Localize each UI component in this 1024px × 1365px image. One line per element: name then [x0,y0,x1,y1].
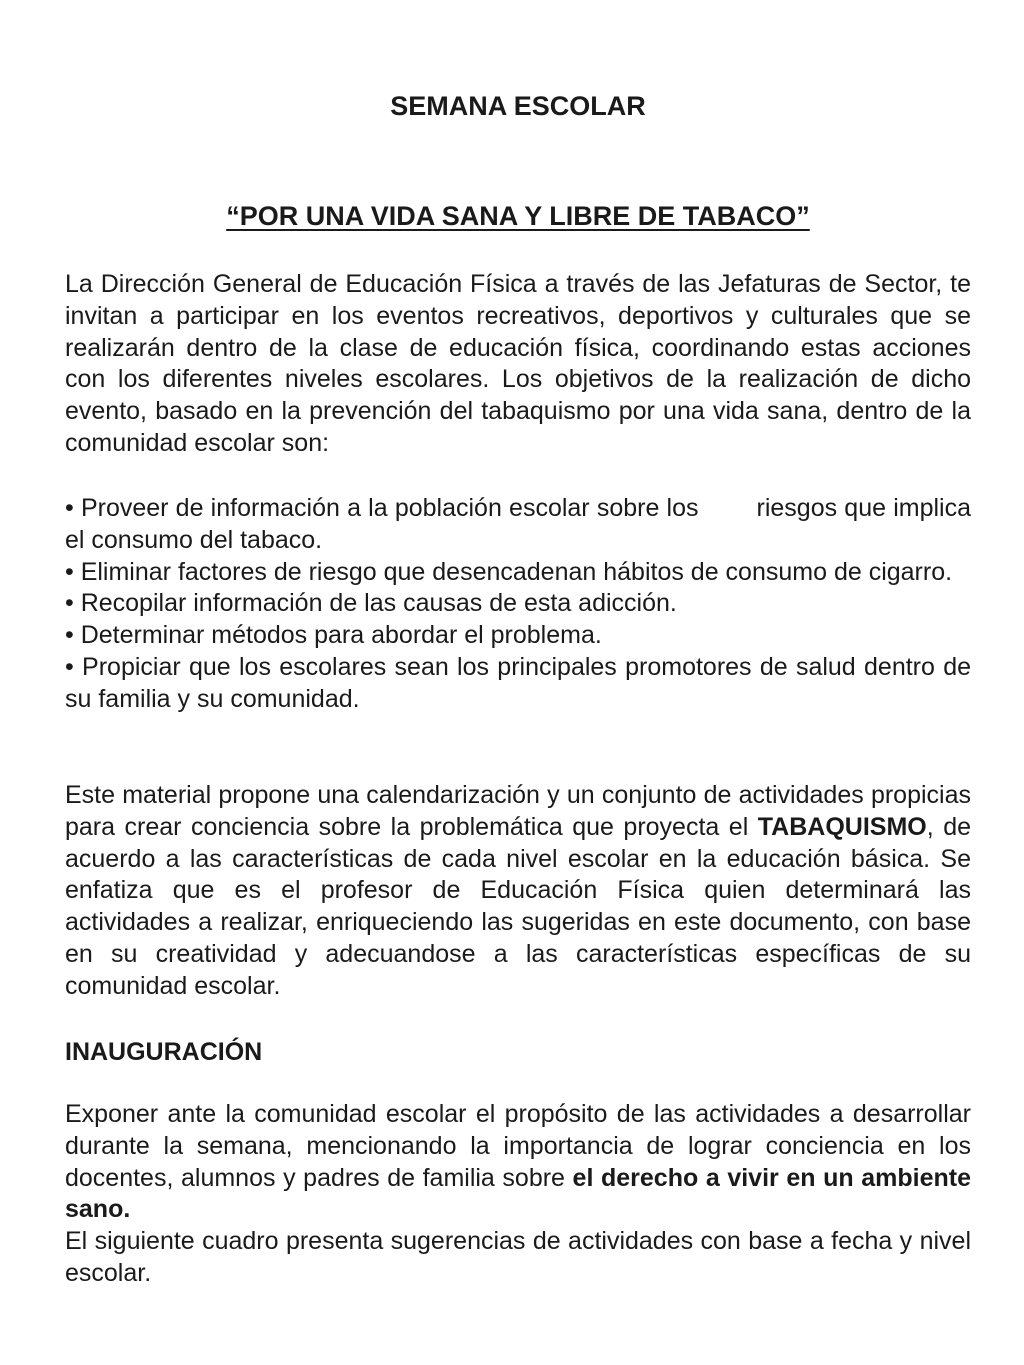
objective-item-5: • Propiciar que los escolares sean los principales promotores de salud dentro de su familia y su comunidad. [65,652,971,713]
material-emphasis: TABAQUISMO [757,812,927,841]
objective-item-4: • Determinar métodos para abordar el problema. [65,621,602,650]
subtitle-text: “POR UNA VIDA SANA Y LIBRE DE TABACO” [226,201,810,231]
inauguration-heading: INAUGURACIÓN [65,1038,263,1066]
objective-item-3: • Recopilar información de las causas de esta adicción. [65,589,677,618]
objective-1-part1: • Proveer de información a la población escolar sobre los [65,494,699,522]
inauguration-paragraph [65,1099,971,1226]
material-text-before: Este material propone una calendarización y un conjunto de actividades propicias para crear conciencia sobre la problemática que proyecta el [65,781,971,841]
document-title: SEMANA ESCOLAR [390,91,646,121]
inauguration-text-before: Exponer ante la comunidad escolar el propósito de las actividades a desarrollar durante la semana, mencionando la importancia de lograr conciencia en los docentes, alumnos y padres de familia sobre [65,1100,971,1192]
inauguration-emphasis: el derecho a vivir en un ambiente sano. [65,1163,971,1224]
objective-item-2: • Eliminar factores de riesgo que desencadenan hábitos de consumo de cigarro. [65,557,953,586]
material-paragraph [65,780,971,1003]
objectives-list [65,493,971,716]
closing-paragraph: El siguiente cuadro presenta sugerencias de actividades con base a fecha y nivel escolar. [65,1227,971,1287]
objective-item-1 [65,493,971,557]
material-text-after: , de acuerdo a las características de cada nivel escolar en la educación básica. Se enfatiza que es el profesor de Educación Física quien determinará las actividades a realizar, enriqueciendo las sugeridas en este documento, con base en su creatividad y adecuandose a las características específicas de su comunidad escolar. [65,812,971,1000]
objective-1-part2: riesgos que implica el consumo del tabaco. [65,494,971,554]
intro-paragraph: La Dirección General de Educación Física a través de las Jefaturas de Sector, te invitan a participar en los eventos recreativos, deportivos y culturales que se realizarán dentro de la clase de educación física, coordinando estas acciones con los diferentes niveles escolares. Los objetivos de la realización de dicho evento, basado en la prevención del tabaquismo por una vida sana, dentro de la comunidad escolar son: [65,270,971,457]
document-subtitle [65,198,971,234]
